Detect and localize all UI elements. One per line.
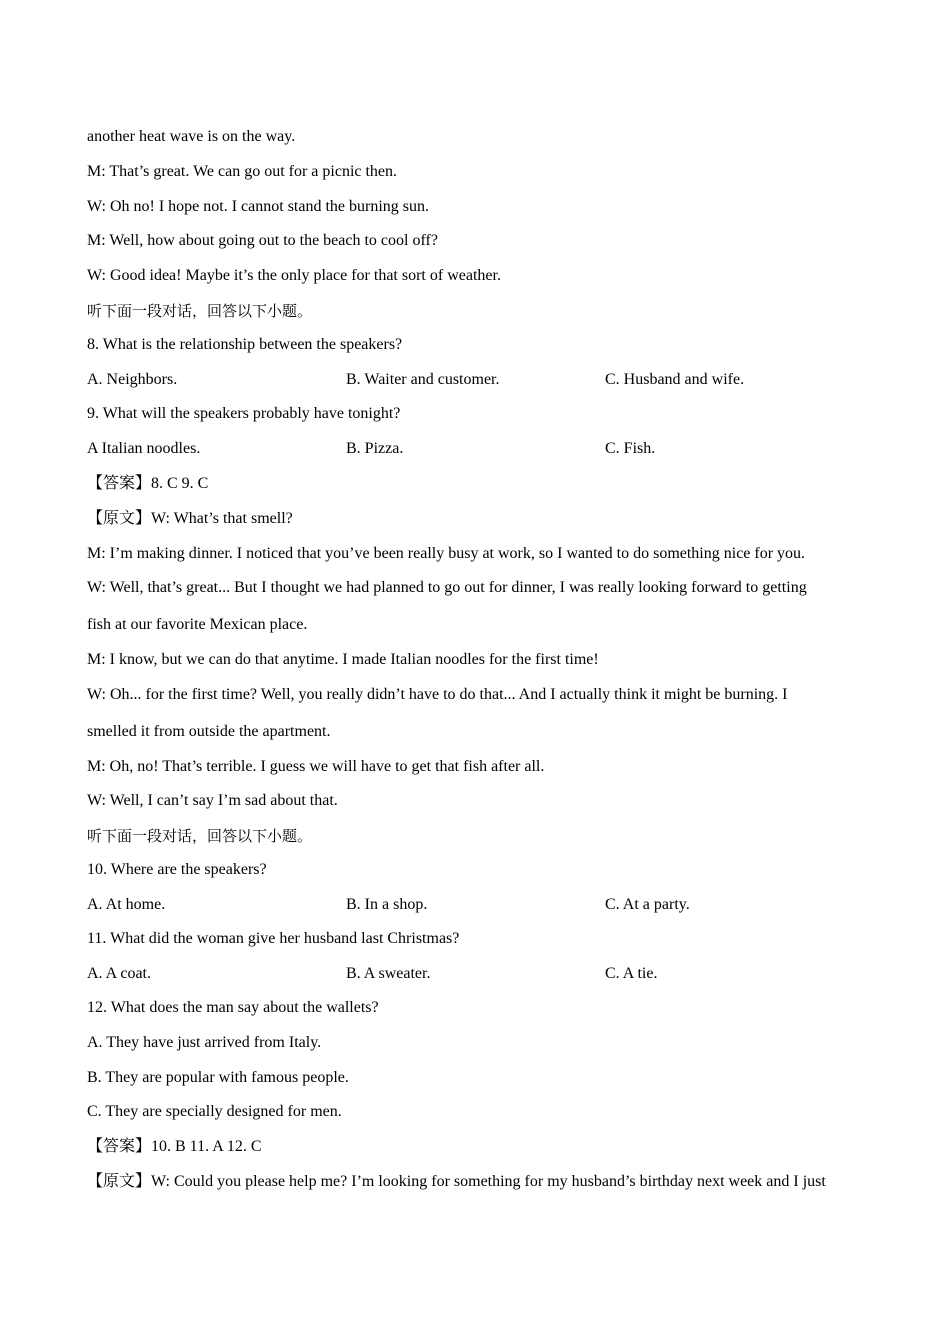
section-instruction: 听下面一段对话，回答以下小题。 — [87, 302, 313, 320]
option-8b: B. Waiter and customer. — [346, 371, 500, 388]
option-11a: A. A coat. — [87, 965, 151, 982]
option-12a: A. They have just arrived from Italy. — [87, 1034, 322, 1051]
option-12c: C. They are specially designed for men. — [87, 1103, 342, 1120]
transcript-line: W: Well, that’s great... But I thought we had planned to go out for dinner, I was really looking forward to getting — [87, 579, 807, 596]
option-11b: B. A sweater. — [346, 965, 431, 982]
question-12: 12. What does the man say about the wallets? — [87, 999, 379, 1016]
question-9: 9. What will the speakers probably have tonight? — [87, 405, 401, 422]
option-9c: C. Fish. — [605, 440, 656, 457]
option-10c: C. At a party. — [605, 896, 690, 913]
option-9a: A Italian noodles. — [87, 440, 201, 457]
transcript-line: W: Oh... for the first time? Well, you really didn’t have to do that... And I actually think it might be burning. I — [87, 686, 788, 703]
transcript-line: 【原文】W: What’s that smell? — [87, 510, 293, 527]
text-line: another heat wave is on the way. — [87, 128, 296, 145]
transcript-line: M: Oh, no! That’s terrible. I guess we will have to get that fish after all. — [87, 758, 545, 775]
option-10a: A. At home. — [87, 896, 166, 913]
question-11: 11. What did the woman give her husband last Christmas? — [87, 930, 460, 947]
option-11c: C. A tie. — [605, 965, 658, 982]
transcript-line: M: I know, but we can do that anytime. I made Italian noodles for the first time! — [87, 651, 599, 668]
option-8c: C. Husband and wife. — [605, 371, 745, 388]
option-8a: A. Neighbors. — [87, 371, 178, 388]
option-9b: B. Pizza. — [346, 440, 404, 457]
transcript-line: 【原文】W: Could you please help me? I’m looking for something for my husband’s birthday next week and I just — [87, 1173, 826, 1190]
text-line: W: Oh no! I hope not. I cannot stand the burning sun. — [87, 198, 430, 215]
transcript-line: W: Well, I can’t say I’m sad about that. — [87, 792, 338, 809]
text-line: M: That’s great. We can go out for a picnic then. — [87, 163, 398, 180]
option-12b: B. They are popular with famous people. — [87, 1069, 349, 1086]
question-8: 8. What is the relationship between the speakers? — [87, 336, 403, 353]
transcript-line: fish at our favorite Mexican place. — [87, 616, 308, 633]
transcript-line: smelled it from outside the apartment. — [87, 723, 331, 740]
answer-line: 【答案】8. C 9. C — [87, 475, 209, 492]
section-instruction: 听下面一段对话，回答以下小题。 — [87, 827, 313, 845]
text-line: W: Good idea! Maybe it’s the only place for that sort of weather. — [87, 267, 501, 284]
transcript-line: M: I’m making dinner. I noticed that you’ve been really busy at work, so I wanted to do something nice for you. — [87, 545, 806, 562]
text-line: M: Well, how about going out to the beach to cool off? — [87, 232, 438, 249]
option-10b: B. In a shop. — [346, 896, 428, 913]
question-10: 10. Where are the speakers? — [87, 861, 267, 878]
answer-line: 【答案】10. B 11. A 12. C — [87, 1138, 262, 1155]
